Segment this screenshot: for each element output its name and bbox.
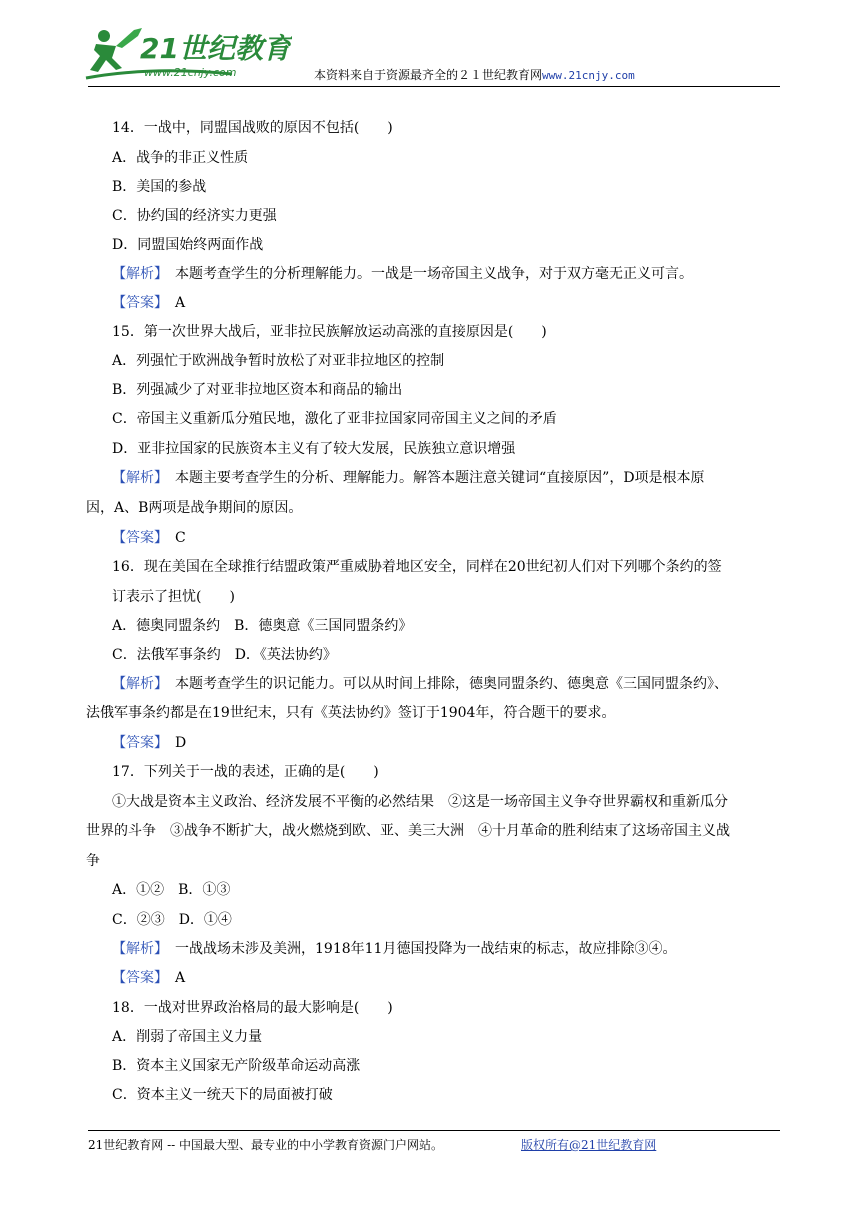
answer-line	[112, 293, 185, 313]
text-line	[112, 645, 337, 665]
source-notice	[314, 66, 635, 83]
21cnjy-logo	[82, 22, 292, 84]
answer-tag: 【解析】	[112, 941, 161, 957]
line-text: 14．一战中，同盟国战败的原因不包括( )	[112, 120, 393, 136]
line-text: 本题考查学生的识记能力。可以从时间上排除，德奥同盟条约、德奥意《三国同盟条约》、	[161, 676, 728, 692]
text-line	[112, 557, 722, 577]
text-line	[112, 1027, 262, 1047]
line-text: A．①② B．①③	[112, 882, 231, 898]
line-text: 法俄军事条约都是在19世纪末，只有《英法协约》签订于1904年，符合题干的要求。	[86, 705, 616, 721]
line-text: 本题考查学生的分析理解能力。一战是一场帝国主义战争，对于双方毫无正义可言。	[161, 266, 693, 282]
line-text: C．法俄军事条约 D．《英法协约》	[112, 647, 337, 663]
answer-tag: 【答案】	[112, 530, 161, 546]
text-line	[112, 235, 263, 255]
text-line	[112, 792, 728, 812]
line-text: B．列强减少了对亚非拉地区资本和商品的输出	[112, 382, 403, 398]
line-text: C．帝国主义重新瓜分殖民地，激化了亚非拉国家同帝国主义之间的矛盾	[112, 411, 557, 427]
footer-copyright-link[interactable]: 版权所有@21世纪教育网	[521, 1138, 657, 1152]
text-line	[112, 880, 230, 900]
answer-tag: 【解析】	[112, 676, 161, 692]
answer-line	[112, 733, 186, 753]
line-text: D．同盟国始终两面作战	[112, 237, 264, 253]
text-line	[112, 148, 248, 168]
line-text: 18．一战对世界政治格局的最大影响是( )	[112, 1000, 393, 1016]
text-line	[112, 616, 412, 636]
answer-line	[112, 468, 705, 488]
logo-url-text: www.21cnjy.com	[144, 66, 237, 79]
line-text: 一战战场未涉及美洲，1918年11月德国投降为一战结束的标志，故应排除③④。	[161, 941, 677, 957]
text-line	[112, 118, 393, 138]
answer-line	[112, 674, 728, 694]
line-text: C．资本主义一统天下的局面被打破	[112, 1087, 333, 1103]
text-line	[112, 206, 277, 226]
text-line	[112, 1056, 360, 1076]
answer-tag: 【答案】	[112, 970, 161, 986]
text-line	[112, 762, 379, 782]
line-text: A．德奥同盟条约 B．德奥意《三国同盟条约》	[112, 618, 413, 634]
source-text: 本资料来自于资源最齐全的２１世纪教育网	[314, 68, 543, 82]
line-text: A．列强忙于欧洲战争暂时放松了对亚非拉地区的控制	[112, 353, 445, 369]
line-text: C	[161, 530, 186, 546]
answer-line	[112, 264, 693, 284]
text-line	[112, 910, 232, 930]
answer-tag: 【答案】	[112, 295, 161, 311]
answer-tag: 【解析】	[112, 266, 161, 282]
line-text: 17．下列关于一战的表述，正确的是( )	[112, 764, 379, 780]
text-line	[86, 703, 615, 723]
text-line	[112, 439, 515, 459]
text-line	[112, 380, 402, 400]
text-line	[86, 821, 730, 841]
answer-tag: 【解析】	[112, 470, 161, 486]
line-text: D	[161, 735, 187, 751]
text-line	[112, 322, 547, 342]
line-text: A	[161, 970, 186, 986]
line-text: C．协约国的经济实力更强	[112, 208, 277, 224]
line-text: 本题主要考查学生的分析、理解能力。解答本题注意关键词“直接原因”，D项是根本原	[161, 470, 705, 486]
text-line	[86, 851, 100, 871]
footer-divider	[88, 1130, 780, 1131]
logo-main-text: 21世纪教育	[140, 32, 291, 65]
line-text: 因，A、B两项是战争期间的原因。	[86, 500, 303, 516]
line-text: 订表示了担忧( )	[112, 589, 235, 605]
answer-line	[112, 939, 676, 959]
line-text: A．战争的非正义性质	[112, 150, 249, 166]
line-text: B．资本主义国家无产阶级革命运动高涨	[112, 1058, 361, 1074]
line-text: 争	[86, 853, 100, 869]
page-header	[0, 0, 860, 92]
line-text: 15．第一次世界大战后，亚非拉民族解放运动高涨的直接原因是( )	[112, 324, 547, 340]
text-line	[112, 998, 393, 1018]
line-text: A．削弱了帝国主义力量	[112, 1029, 263, 1045]
answer-line	[112, 968, 185, 988]
answer-tag: 【答案】	[112, 735, 161, 751]
answer-line	[112, 528, 186, 548]
text-line	[112, 351, 444, 371]
text-line	[112, 587, 235, 607]
source-url[interactable]: www.21cnjy.com	[542, 69, 635, 82]
header-divider	[88, 86, 780, 87]
line-text: 16．现在美国在全球推行结盟政策严重威胁着地区安全，同样在20世纪初人们对下列哪个条约的签	[112, 559, 722, 575]
line-text: 世界的斗争 ③战争不断扩大，战火燃烧到欧、亚、美三大洲 ④十月革命的胜利结束了这场帝国主义战	[86, 823, 730, 839]
line-text: A	[161, 295, 186, 311]
text-line	[112, 409, 557, 429]
text-line	[112, 1085, 333, 1105]
line-text: B．美国的参战	[112, 179, 207, 195]
line-text: D．亚非拉国家的民族资本主义有了较大发展，民族独立意识增强	[112, 441, 516, 457]
text-line	[112, 177, 206, 197]
line-text: C．②③ D．①④	[112, 912, 232, 928]
footer-description: 21世纪教育网 -- 中国最大型、最专业的中小学教育资源门户网站。	[88, 1138, 444, 1152]
line-text: ①大战是资本主义政治、经济发展不平衡的必然结果 ②这是一场帝国主义争夺世界霸权和重新瓜分	[112, 794, 728, 810]
text-line	[86, 498, 302, 518]
